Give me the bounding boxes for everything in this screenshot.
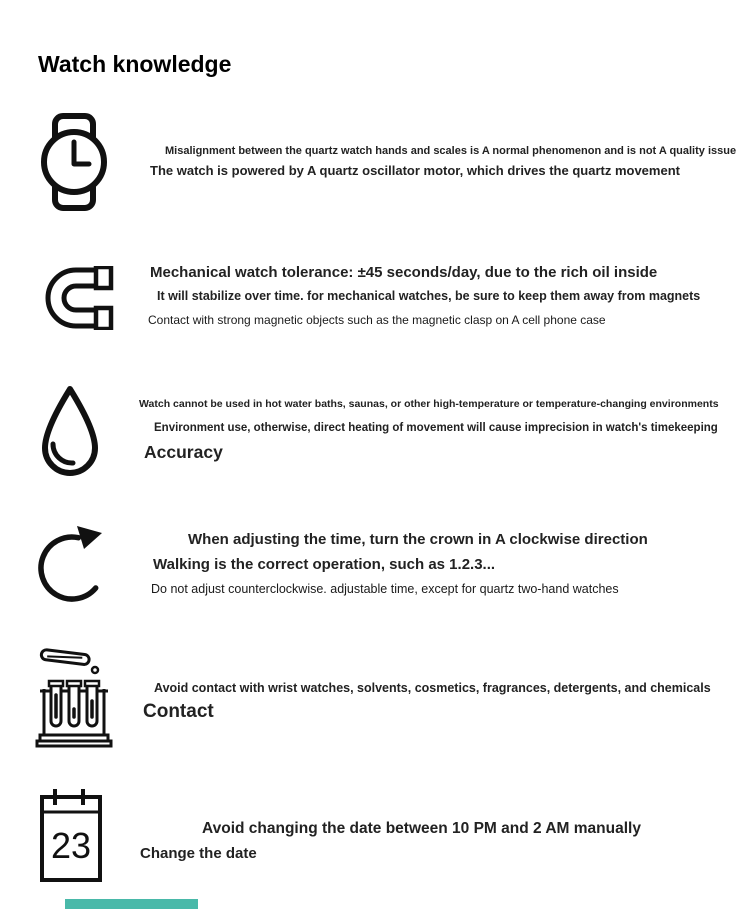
contact-heading: Contact [143,701,214,722]
counterclockwise-warning-text: Do not adjust counterclockwise. adjustable time, except for quartz two-hand watches [151,582,619,596]
magnet-contact-text: Contact with strong magnetic objects such as the magnetic clasp on A cell phone case [148,313,606,327]
magnet-icon [40,266,114,330]
chemicals-warning-text: Avoid contact with wrist watches, solvents, cosmetics, fragrances, detergents, and chemicals [154,681,711,695]
quartz-main-text: The watch is powered by A quartz oscillator motor, which drives the quartz movement [150,163,680,178]
quartz-note-text: Misalignment between the quartz watch hands and scales is A normal phenomenon and is not A quality issue [165,145,737,157]
clockwise-arrow-icon [38,518,110,608]
magnet-warning-text: It will stabilize over time. for mechanical watches, be sure to keep them away from magnets [157,289,701,303]
wristwatch-icon [38,112,110,212]
walking-operation-text: Walking is the correct operation, such as 1.2.3... [153,556,496,573]
crown-clockwise-text: When adjusting the time, turn the crown in A clockwise direction [188,531,648,548]
page-title: Watch knowledge [38,51,232,78]
bottom-accent-bar [65,899,198,909]
accuracy-heading: Accuracy [144,442,223,462]
hot-water-text: Watch cannot be used in hot water baths, saunas, or other high-temperature or temperature-changing environments [139,398,719,410]
change-date-heading: Change the date [140,845,257,862]
date-change-warning-text: Avoid changing the date between 10 PM and 2 AM manually [202,820,641,837]
calendar-day-number: 23 [50,825,92,866]
water-drop-icon [36,383,104,481]
environment-text: Environment use, otherwise, direct heating of movement will cause imprecision in watch's timekeeping [154,422,718,434]
test-tubes-icon [34,645,114,749]
tolerance-main-text: Mechanical watch tolerance: ±45 seconds/day, due to the rich oil inside [150,264,658,281]
calendar-icon [38,786,104,884]
